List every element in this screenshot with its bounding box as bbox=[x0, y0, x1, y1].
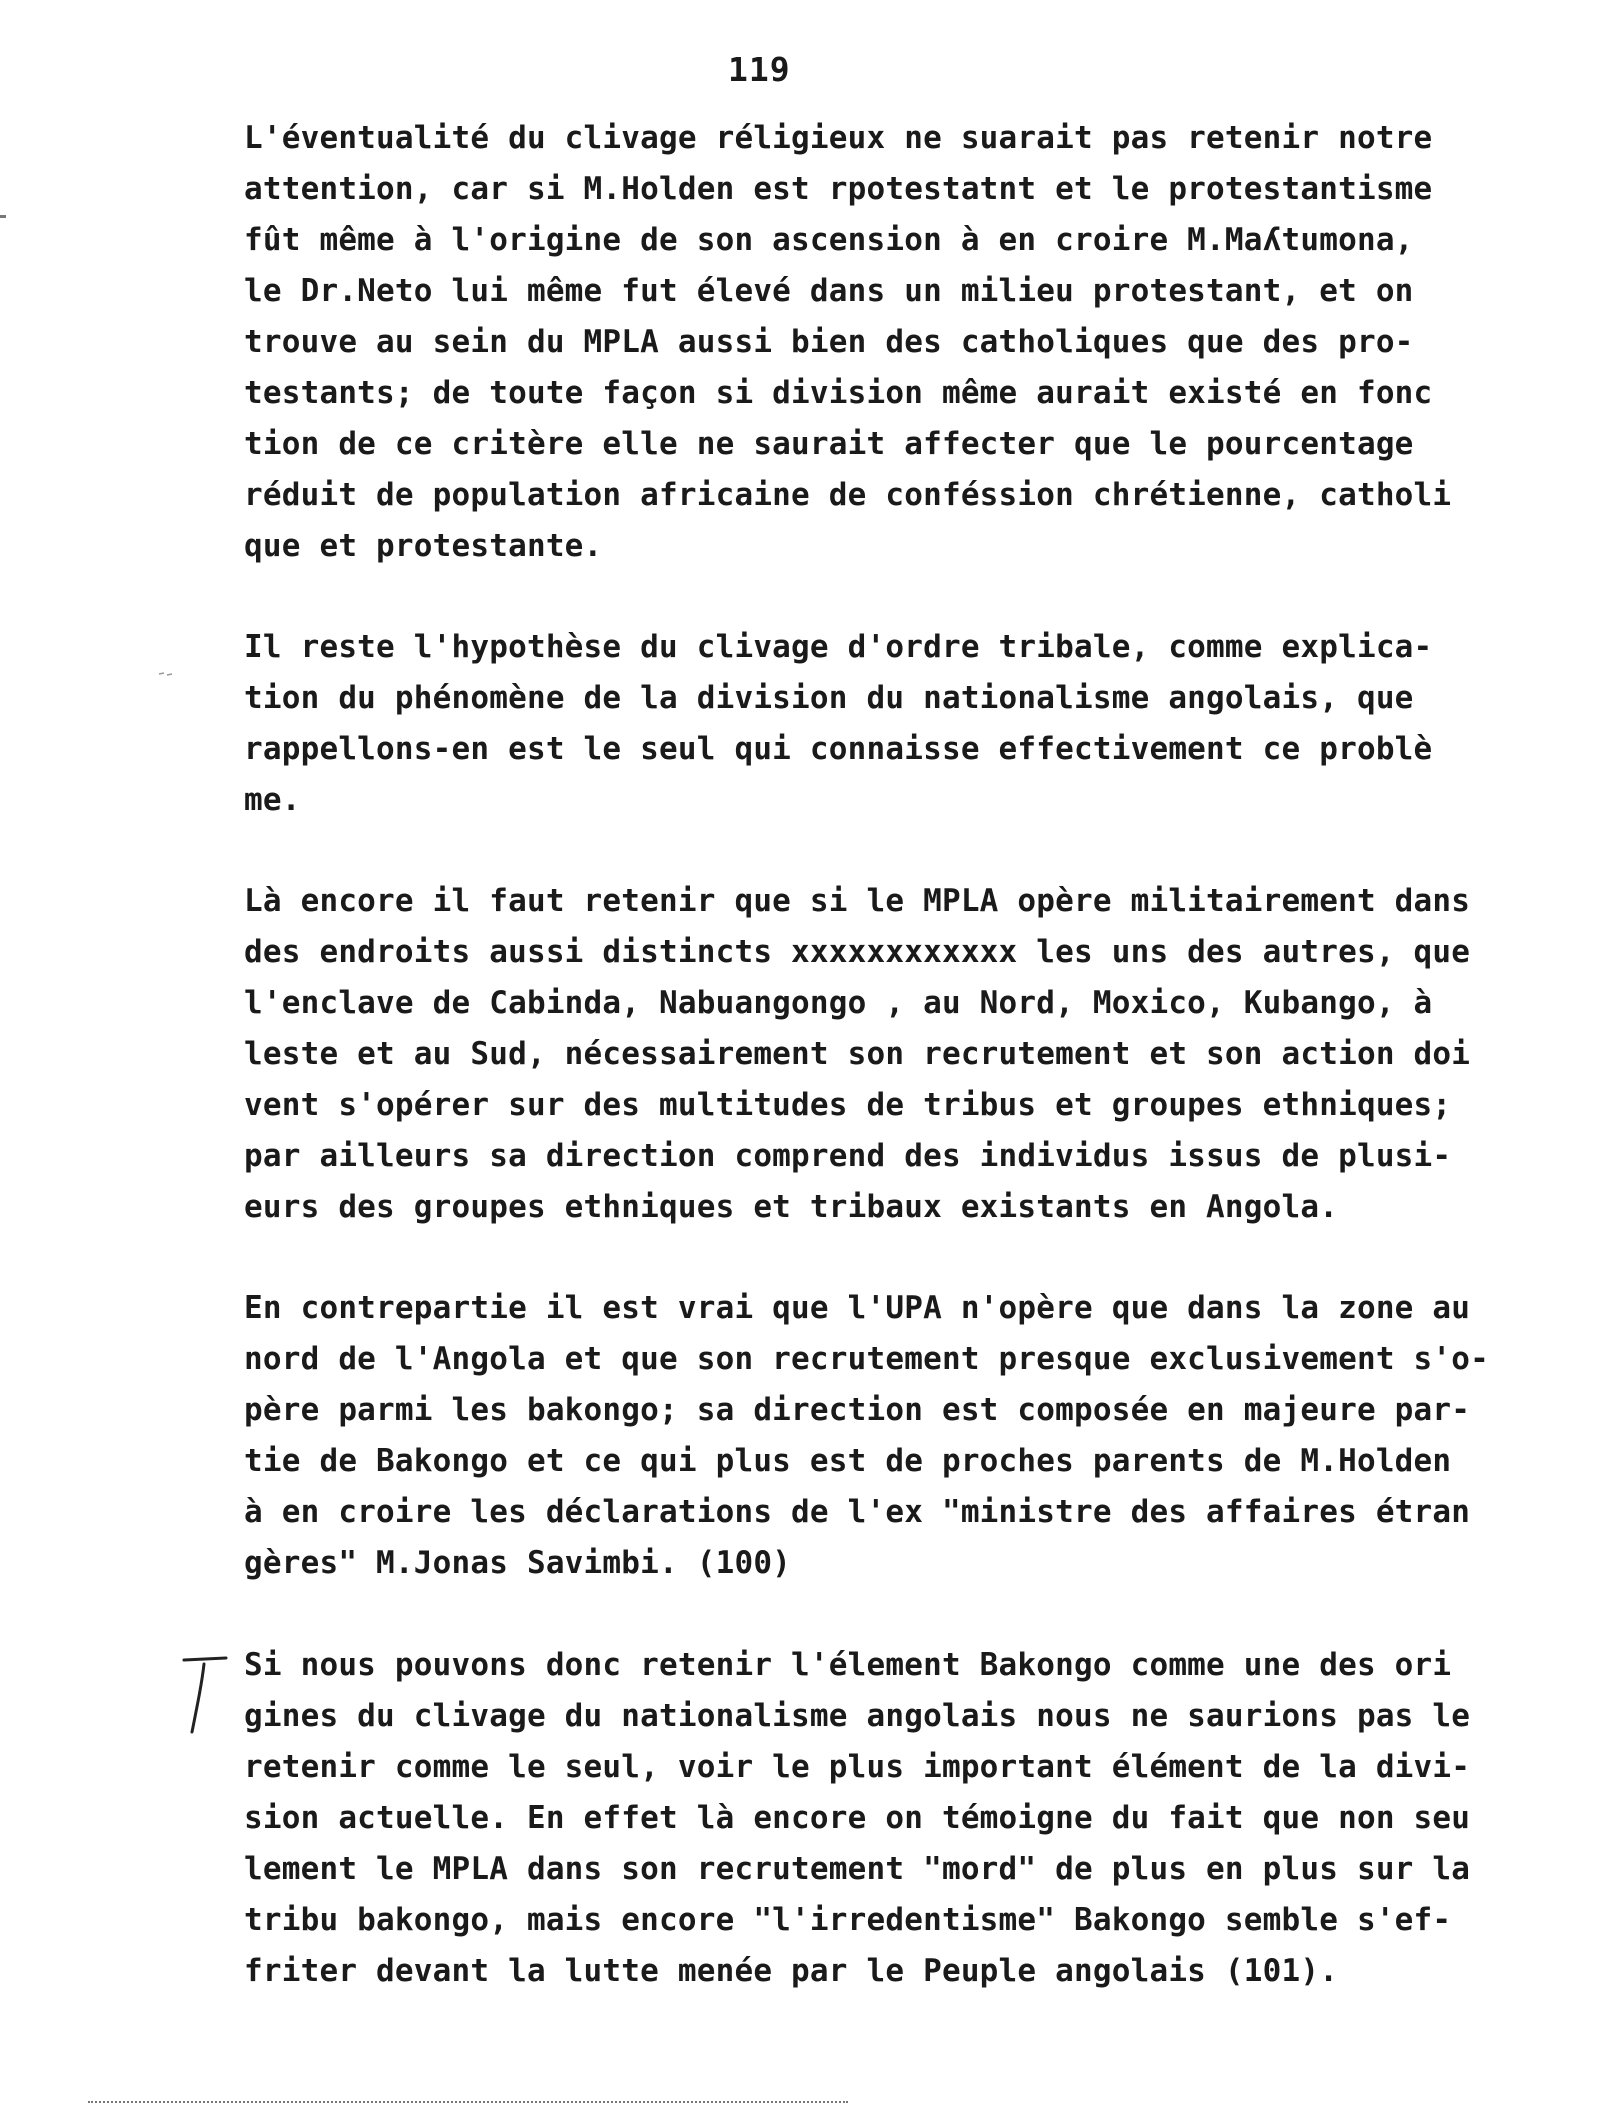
text-line: que et protestante. bbox=[244, 528, 603, 564]
text-line: me. bbox=[244, 782, 301, 818]
text-line: tion de ce critère elle ne saurait affecter que le pourcentage bbox=[244, 426, 1414, 462]
text-line: tribu bakongo, mais encore "l'irredentisme" Bakongo semble s'ef- bbox=[244, 1902, 1452, 1938]
text-line: nord de l'Angola et que son recrutement presque exclusivement s'o- bbox=[244, 1341, 1489, 1377]
text-line: retenir comme le seul, voir le plus important élément de la divi- bbox=[244, 1749, 1471, 1785]
scan-speck bbox=[0, 215, 6, 218]
text-line: gères" M.Jonas Savimbi. (100) bbox=[244, 1545, 792, 1581]
text-line: l'enclave de Cabinda, Nabuangongo , au Nord, Moxico, Kubango, à bbox=[244, 985, 1433, 1021]
handwritten-t-mark-icon bbox=[182, 1652, 228, 1752]
text-line: fût même à l'origine de son ascension à en croire M.Maʎtumona, bbox=[244, 222, 1414, 258]
bottom-rule bbox=[88, 2101, 848, 2103]
paragraph-tribal-hypothesis bbox=[244, 622, 1604, 826]
text-line: friter devant la lutte menée par le Peuple angolais (101). bbox=[244, 1953, 1339, 1989]
scan-speck bbox=[158, 670, 178, 678]
text-line: lement le MPLA dans son recrutement "mord" de plus en plus sur la bbox=[244, 1851, 1471, 1887]
text-line: tion du phénomène de la division du nationalisme angolais, que bbox=[244, 680, 1414, 716]
text-line: réduit de population africaine de conféssion chrétienne, catholi bbox=[244, 477, 1452, 513]
page-number: 119 bbox=[728, 50, 791, 89]
text-line: des endroits aussi distincts xxxxxxxxxxxx les uns des autres, que bbox=[244, 934, 1471, 970]
text-line: attention, car si M.Holden est rpotestatnt et le protestantisme bbox=[244, 171, 1433, 207]
text-line: Si nous pouvons donc retenir l'élement Bakongo comme une des ori bbox=[244, 1647, 1452, 1683]
text-line: Il reste l'hypothèse du clivage d'ordre tribale, comme explica- bbox=[244, 629, 1433, 665]
paragraph-religious-cleavage bbox=[244, 113, 1604, 572]
paragraph-mpla-operations bbox=[244, 876, 1604, 1233]
text-line: En contrepartie il est vrai que l'UPA n'opère que dans la zone au bbox=[244, 1290, 1471, 1326]
paragraph-bakongo-element bbox=[244, 1640, 1604, 1997]
text-line: par ailleurs sa direction comprend des individus issus de plusi- bbox=[244, 1138, 1452, 1174]
text-line: Là encore il faut retenir que si le MPLA opère militairement dans bbox=[244, 883, 1471, 919]
text-line: le Dr.Neto lui même fut élevé dans un milieu protestant, et on bbox=[244, 273, 1414, 309]
text-line: père parmi les bakongo; sa direction est composée en majeure par- bbox=[244, 1392, 1471, 1428]
text-line: tie de Bakongo et ce qui plus est de proches parents de M.Holden bbox=[244, 1443, 1452, 1479]
text-line: gines du clivage du nationalisme angolais nous ne saurions pas le bbox=[244, 1698, 1471, 1734]
text-line: rappellons-en est le seul qui connaisse effectivement ce problè bbox=[244, 731, 1433, 767]
text-line: eurs des groupes ethniques et tribaux existants en Angola. bbox=[244, 1189, 1339, 1225]
text-line: L'éventualité du clivage réligieux ne suarait pas retenir notre bbox=[244, 120, 1433, 156]
text-line: trouve au sein du MPLA aussi bien des catholiques que des pro- bbox=[244, 324, 1414, 360]
text-line: testants; de toute façon si division même aurait existé en fonc bbox=[244, 375, 1433, 411]
paragraph-upa-recruitment bbox=[244, 1283, 1604, 1589]
text-line: vent s'opérer sur des multitudes de tribus et groupes ethniques; bbox=[244, 1087, 1452, 1123]
text-line: leste et au Sud, nécessairement son recrutement et son action doi bbox=[244, 1036, 1471, 1072]
text-line: sion actuelle. En effet là encore on témoigne du fait que non seu bbox=[244, 1800, 1471, 1836]
text-line: à en croire les déclarations de l'ex "ministre des affaires étran bbox=[244, 1494, 1471, 1530]
